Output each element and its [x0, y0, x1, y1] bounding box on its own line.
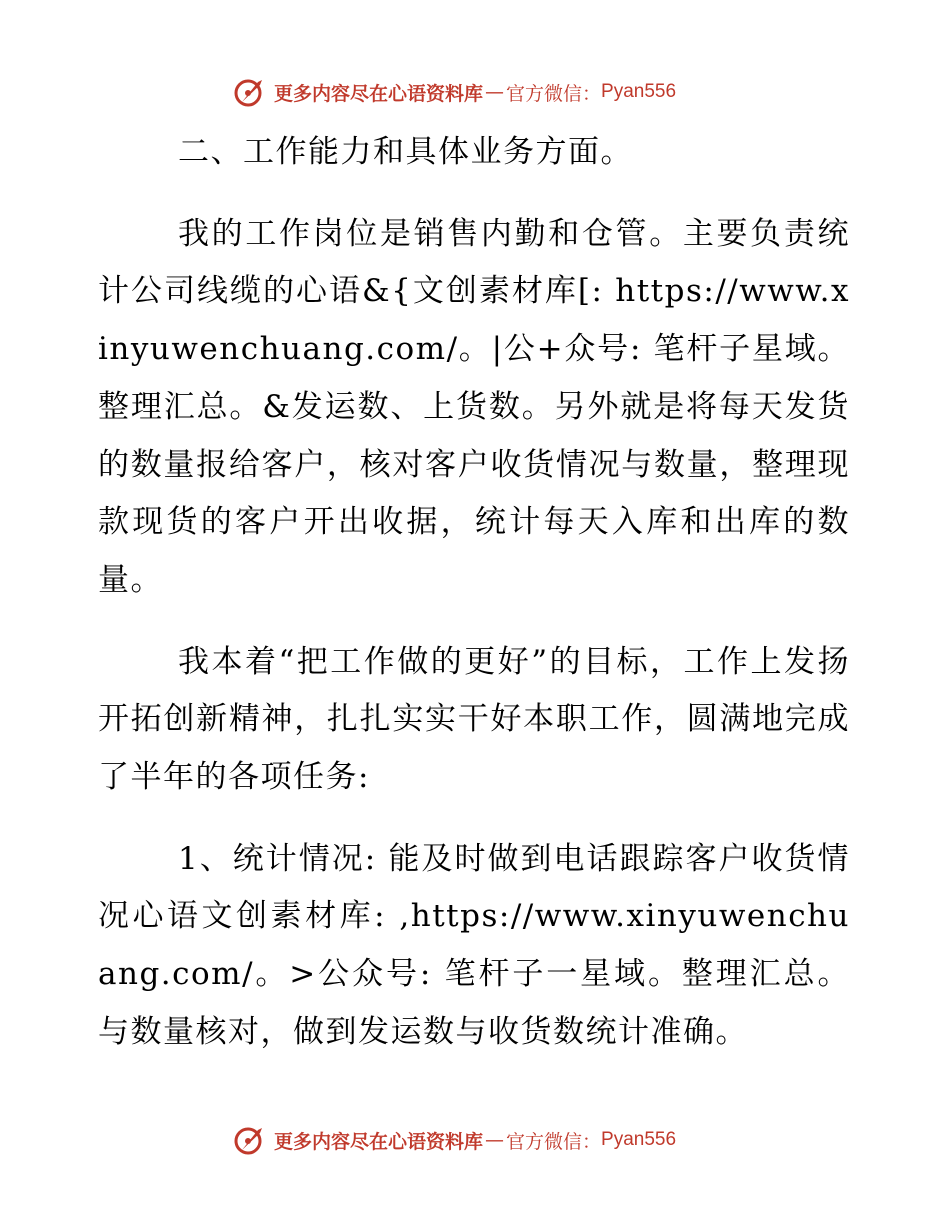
paragraph-job-duties: 我的工作岗位是销售内勤和仓管。主要负责统计公司线缆的心语&{文创素材库[: https://www.xinyuwenchuang.com/。|公+众号: 笔杆子星域。整理汇总。&发运数、上货数。另外就是将每天发货的数量报给客户，核对客户收货情况与数量，整理现款现货的客户开出收据，统计每天入库和出库的数量。 — [98, 215, 850, 598]
banner-text: 更多内容尽在心语资料库 — [274, 1130, 484, 1153]
banner-wechat-label: 官方微信： — [506, 1130, 602, 1153]
banner-dash: — — [485, 81, 505, 103]
paragraph-goals: 我本着“把工作做的更好”的目标，工作上发扬开拓创新精神，扎扎实实干好本职工作，圆满地完成了半年的各项任务: — [98, 643, 850, 796]
banner-wechat-id: Pyan556 — [601, 1129, 677, 1150]
banner-wechat-label: 官方微信： — [506, 82, 602, 105]
banner-dash: — — [485, 1129, 505, 1151]
paragraph-statistics: 1、统计情况: 能及时做到电话跟踪客户收货情况心语文创素材库: ,https://www.xinyuwenchuang.com/。>公众号: 笔杆子一星域。整理汇总。与数量核对，做到发运数与收货数统计准确。 — [98, 840, 850, 1050]
header-banner — [232, 72, 676, 112]
quill-circle-logo-icon — [232, 74, 268, 110]
banner-wechat-id: Pyan556 — [601, 81, 677, 102]
footer-banner — [232, 1120, 676, 1160]
quill-circle-logo-icon — [232, 1122, 268, 1158]
document-body — [98, 124, 850, 1086]
section-heading: 二、工作能力和具体业务方面。 — [178, 134, 633, 170]
banner-text: 更多内容尽在心语资料库 — [274, 82, 484, 105]
